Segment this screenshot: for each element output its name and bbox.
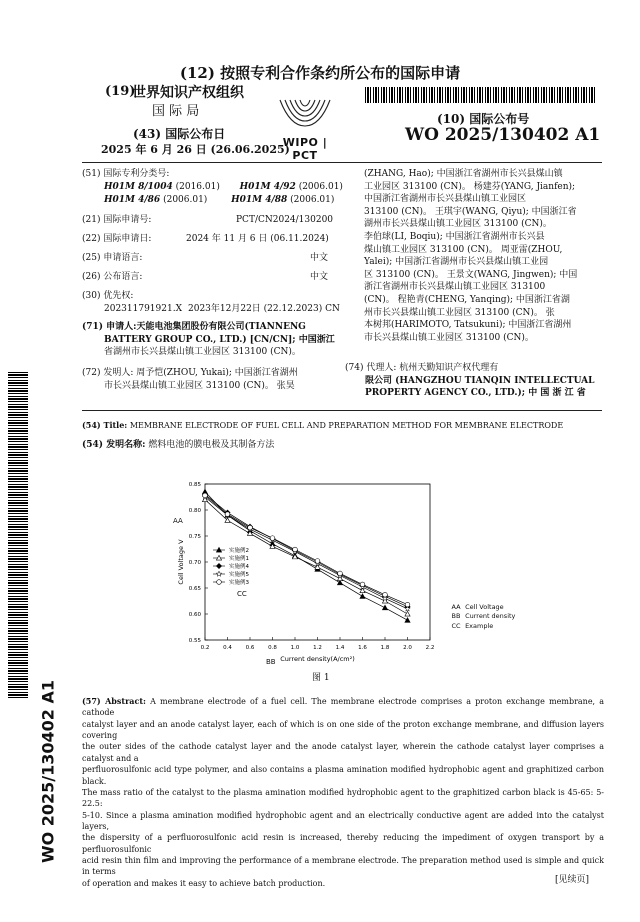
data-point [405,618,410,623]
agent-line: (74) 代理人: 杭州天勤知识产权代理有 [345,363,499,373]
chinese-title [82,439,274,452]
ipc-code: H01M 4/86 [104,195,161,205]
inventor-line: 区 313100 (CN)。 王景文(WANG, Jingwen); 中国 [364,269,578,280]
abstract-line: acid resin thin film and improving the performance of a membrane electrode. The preparation method used is simple and quick in terms [82,856,604,877]
key-code: CC [451,621,461,630]
inventors-continued [364,168,604,344]
ipc-version: (2016.01) [175,182,220,192]
x-tick-label: 2.2 [425,645,435,651]
data-point [338,571,343,576]
applicant-line: 省湖州市长兴县煤山镇工业园区 313100 (CN)。 [104,347,301,358]
pub-no-label: (10) 国际公布号 [437,112,530,126]
continued-note: [见续页] [555,875,590,885]
english-title [82,420,612,431]
data-point [248,525,253,530]
field-26-value: 中文 [310,272,329,282]
abstract-line: catalyst layer and an anode catalyst layer, each of which is on one side of the proton exchange membrane, and diffusion layers covering [82,719,604,741]
abstract-line: the outer sides of the cathode catalyst layer and the anode catalyst layer, wherein the cathode catalyst layer comprises a catalyst and a [82,742,604,763]
wipo-logo-text: WIPO | PCT [282,136,328,162]
ipc-version: (2006.01) [298,182,343,192]
inventor-line: 州市长兴县煤山镇工业园区 313100 (CN)。 张 [364,307,555,318]
data-point [216,563,221,568]
data-point [383,592,388,597]
key-code: BB [451,612,461,621]
x-tick-label: 1.2 [313,645,322,651]
abstract-line [82,696,604,719]
applicant-line: BATTERY GROUP CO., LTD.) [CN/CN]; 中国浙江 [104,334,335,345]
pub-number: WO 2025/130402 A1 [405,125,601,145]
abstract-line: of operation and makes it easy to achieve batch production. [82,878,326,888]
data-point [216,571,221,576]
figure-caption: 图 1 [312,673,330,683]
figure-label-aa: AA [173,517,183,525]
top-barcode [365,87,595,103]
ipc-code: H01M 4/88 [231,195,288,205]
wipo-emblem-icon [272,96,338,130]
figure-key [449,603,515,631]
ipc-version: (2006.01) [290,195,335,205]
wipo-logo [272,96,338,162]
y-tick-label: 0.85 [188,482,201,488]
pub-date-label: (43) 国际公布日 [133,127,226,141]
title-value: MEMBRANE ELECTRODE OF FUEL CELL AND PREPARATION METHOD FOR MEMBRANE ELECTRODE [129,421,564,430]
applicant-block [82,321,347,359]
data-point [293,547,298,552]
figure-key-row [449,612,515,621]
abstract [82,696,604,889]
ipc-code: H01M 8/1004 [104,182,173,192]
title-divider [82,410,602,411]
data-point [360,594,365,599]
y-tick-label: 0.80 [188,508,201,514]
legend-label: 实施例2 [229,548,249,554]
legend-label: 实施例3 [229,580,249,586]
org-name: 世界知识产权组织 [132,85,244,101]
abstract-line: the dispersity of a perfluorosulfonic acid resin is increased, thereby reducing the impediment of oxygen transport by a perfluorosulfonic [82,833,604,854]
inventor-line: 湖州市长兴县煤山镇工业园区 313100 (CN)。 [364,219,552,230]
abstract-line: 5-10. Since a plasma amination modified hydrophobic agent and an electrically conductive agent are added into the catalyst layers, [82,810,604,831]
x-tick-label: 0.6 [245,645,255,651]
field-21-label: (21) 国际申请号: [82,215,152,225]
abstract-line: The mass ratio of the catalyst to the plasma amination modified hydrophobic agent to the graphitized carbon black is 45-65: 5-22.5: [82,787,604,809]
figure-1 [150,470,470,685]
figure-label-cc: CC [237,590,247,598]
inventor-line: 工业园区 313100 (CN)。 杨建芬(YANG, Jianfen); [364,181,576,192]
field-30-label: (30) 优先权: [82,291,134,301]
inventor-line: (ZHANG, Hao); 中国浙江省湖州市长兴县煤山镇 [364,169,563,179]
field-25-value: 中文 [310,253,329,263]
x-tick-label: 0.2 [200,645,210,651]
ipc-code: H01M 4/92 [239,182,296,192]
pub-date: 2025 年 6 月 26 日 (26.06.2025) [101,143,290,156]
figure-key-row [449,622,515,631]
data-point [405,602,410,607]
inventor-line: 煤山镇工业园区 313100 (CN)。 周亚雷(ZHOU, [364,244,563,255]
side-pub-number: WO 2025/130402 A1 [38,679,58,864]
cn-title-label: (54) 发明名称: [82,440,146,450]
x-tick-label: 0.8 [268,645,277,651]
document-title: (12) 按照专利合作条约所公布的国际申请 [179,64,461,82]
data-point [315,565,320,570]
inventor-line: 浙江省湖州市长兴县煤山镇工业园区 313100 [364,282,546,293]
abstract-text: A membrane electrode of a fuel cell. The membrane electrode comprises a proton exchange membrane, a cathode [82,697,604,718]
ipc-line-2 [104,194,354,207]
x-tick-label: 1.0 [290,645,300,651]
abstract-line: perfluorosulfonic acid type polymer, and also contains a plasma amination modified hydrophobic agent and graphitized carbon black. [82,765,604,786]
key-text: Cell Voltage [465,603,504,611]
inventor-line: 市长兴县煤山镇工业园区 313100 (CN)。 张昊 [104,380,295,391]
legend-label: 实施例4 [229,564,249,570]
y-tick-label: 0.75 [188,534,201,540]
agent-block [345,362,603,400]
field-21-value: PCT/CN2024/130200 [236,215,334,225]
field-22-label: (22) 国际申请日: [82,234,152,244]
y-axis-label: Cell Voltage V [177,539,185,585]
data-point [225,512,230,517]
agent-line: 限公司 (HANGZHOU TIANQIN INTELLECTUAL [365,375,595,386]
x-tick-label: 2.0 [403,645,412,651]
inventor-line: 市长兴县煤山镇工业园区 313100 (CN)。 [364,332,534,343]
y-tick-label: 0.60 [188,612,201,618]
polarization-chart [150,470,470,685]
inventor-line: 中国浙江省湖州市长兴县煤山镇工业园区 [364,194,527,205]
header-divider [82,162,602,163]
x-tick-label: 1.6 [358,645,367,651]
applicant-line: (71) 申请人:天能电池集团股份有限公司(TIANNENG [82,322,306,332]
key-text: Current density [465,612,516,621]
data-point [382,605,387,610]
data-point [270,536,275,541]
field-25-label: (25) 申请语言: [82,253,143,263]
data-point [315,559,320,564]
data-point [405,611,410,616]
inventor-line: 本树邦(HARIMOTO, Tatsukuni); 中国浙江省湖州 [364,320,572,331]
abstract-label: (57) Abstract: [82,696,146,706]
legend-label: 实施例1 [229,556,249,562]
x-tick-label: 0.4 [223,645,232,651]
y-tick-label: 0.65 [188,586,201,592]
field-30-app-no: 202311791921.X [104,304,182,314]
inventor-line: 313100 (CN)。 王琪宇(WANG, Qiyu); 中国浙江省 [364,206,577,217]
inventor-line: (CN)。 程艳青(CHENG, Yanqing); 中国浙江省湖 [364,294,570,305]
inventor-line: (72) 发明人: 周予恺(ZHOU, Yukai); 中国浙江省湖州 [82,368,298,378]
key-text: Example [465,621,494,630]
figure-label-bb: BB [266,658,276,666]
data-point [360,588,365,593]
inventor-line: Yalei); 中国浙江省湖州市长兴县煤山镇工业园 [364,257,549,268]
x-tick-label: 1.8 [380,645,390,651]
field-30-date: 2023年12月22日 (22.12.2023) CN [188,304,340,314]
x-tick-label: 1.4 [335,645,345,651]
cn-title-value: 燃料电池的膜电极及其制备方法 [148,440,275,450]
ipc-version: (2006.01) [163,195,208,205]
key-code: AA [451,603,461,611]
data-point [360,582,365,587]
org-code: (19) [105,84,136,99]
title-label: (54) Title: [82,420,128,430]
y-tick-label: 0.70 [188,560,201,566]
field-22-value: 2024 年 11 月 6 日 (06.11.2024) [186,234,329,244]
ipc-label: (51) 国际专利分类号: [82,169,170,179]
data-point [217,580,222,585]
figure-key-row [449,603,515,612]
y-tick-label: 0.55 [188,638,201,644]
legend-label: 实施例5 [229,572,249,578]
agent-line: PROPERTY AGENCY CO., LTD.); 中 国 浙 江 省 [365,388,586,399]
x-axis-label: Current density(A/cm²) [280,655,355,663]
ipc-line-1 [104,181,354,194]
inventor-line: 李伯球(LI, Boqiu); 中国浙江省湖州市长兴县 [364,231,545,242]
side-barcode [8,372,28,698]
data-point [203,493,208,498]
field-26-label: (26) 公布语言: [82,272,143,282]
inventor-block [82,367,347,392]
org-bureau: 国 际 局 [152,104,200,119]
